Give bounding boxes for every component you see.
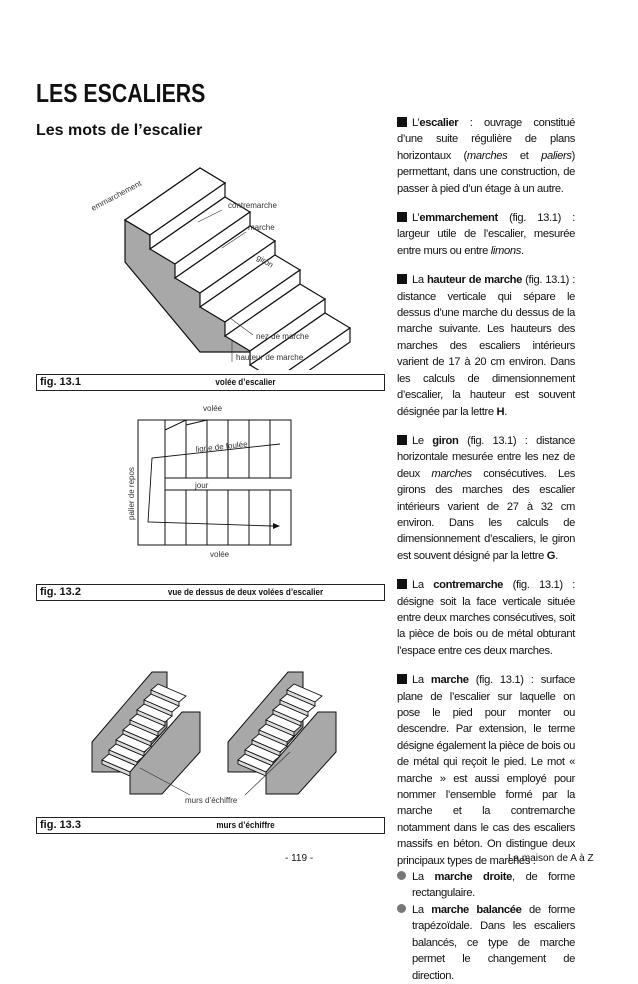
label-volee-top: volée [203,404,223,413]
definition-text: (fig. 13.1) : distance verticale qui sépare le dessus d’une marche du dessus de la marche suivante. Les hauteurs des marches des escaliers intérieurs varient de 17 à 20 cm environ. Dans les calculs de dimensionnement d’escalier, la hauteur est souvent désignée par la lettre [397,274,575,418]
definition-text: La [412,903,432,916]
definition-text: marches [431,467,472,480]
definition-text: . [520,244,524,257]
tread-top [165,420,186,478]
definition-text: paliers [541,149,572,162]
page-subtitle: Les mots de l’escalier [36,122,203,139]
figure-13-3-stringer-walls [36,665,386,815]
term: hauteur de marche [426,274,522,287]
square-bullet-icon [397,117,407,127]
tread-bottom [228,490,249,545]
term: emmarchement [419,212,498,225]
figure-13-3-caption: murs d’échiffre [216,820,275,831]
term: marche [430,674,469,687]
square-bullet-icon [397,435,407,445]
definition-text: marches [466,149,508,162]
figure-13-3-caption-box [36,817,385,834]
tread-bottom [249,490,270,545]
label-hauteur-de-marche: hauteur de marche [236,353,304,362]
tread-bottom [165,490,186,545]
figure-13-2-caption: vue de dessus de deux volées d’escalier [167,587,324,598]
term: marche balancée [431,903,522,916]
page-title: LES ESCALIERS [36,78,206,108]
tread-top [270,420,291,478]
tread-top [249,420,270,478]
definition-text: (fig. 13.1) : surface plane de l’escalier sur laquelle on pose le pied pour monter ou descendre. Par extension, le terme désigne également la pièce de bois ou de métal qui reçoit le pied. Le mot « marche » est aussi employé pour nommer l’ensemble formé par la marche et la contremarche notamment dans le cas des escaliers massifs en béton. On distingue deux principaux types de marches : [397,674,575,867]
label-jour: jour [195,481,209,490]
square-bullet-icon [397,674,407,684]
term: G [546,549,556,562]
definition-text: : ouvrage constitué d’une suite régulière de plans horizontaux ( [397,117,575,162]
definition-text: limons [490,244,521,257]
definition-entry [397,115,575,197]
definition-text: , de forme rectangulaire. [412,871,575,900]
definition-text: de forme trapézoïdale. Dans les escaliers balancés, ce type de marche permet le changement de direction. [412,903,576,982]
page-number: - 119 - [285,853,314,864]
marche-type-item [397,869,575,902]
figure-13-1-label: fig. 13.1 [40,376,81,388]
term: escalier [419,117,459,129]
label-ligne-de-foulee: ligne de foulée [195,439,248,454]
definition-text: consécutives. Les girons des marches des escalier intérieurs varient de 27 à 32 cm environ. Dans les calculs de dimensionnement d’escaliers, le giron est souvent désigné par la lettre [397,467,575,562]
definition-text: (fig. 13.1) : désigne soit la face verticale située entre deux marches consécutives, soit la pièce de bois ou de métal obturant l’espace entre ces deux marches. [397,579,575,657]
definition-text: La [412,274,427,287]
round-bullet-icon [397,871,406,880]
label-contremarche: contremarche [228,201,277,210]
definition-text: . [504,405,508,418]
round-bullet-icon [397,904,406,913]
definition-entry [397,272,575,420]
definition-text: L’ [412,212,420,225]
book-title: La maison de A à Z [508,853,594,864]
figure-13-3-label: fig. 13.3 [40,819,81,831]
definition-entry [397,672,575,869]
marche-type-item [397,902,575,984]
definition-text: (fig. 13.1) : distance horizontale mesurée entre les nez de deux [397,434,575,480]
label-palier-de-repos: palier de repos [127,467,136,520]
tread-bottom [207,490,228,545]
definition-text: Le [412,434,433,447]
figure-13-2-caption-box [36,584,385,601]
definition-text: La [412,674,431,687]
label-giron: giron [255,252,275,270]
figure-13-1-stair-flight [36,140,386,370]
figure-13-1-caption-box [36,374,385,391]
label-emmarchement: emmarchement [89,178,144,213]
term: contremarche [433,579,504,592]
term: giron [432,434,459,447]
definition-text: (fig. 13.1) : largeur utile de l’escalier, mesurée entre murs ou entre [397,212,575,257]
label-murs-dechiffre: murs d’échiffre [185,796,238,805]
figure-13-1-caption: volée d’escalier [215,377,276,388]
definition-entry [397,433,575,564]
definition-text: La [412,871,435,884]
label-marche: marche [248,223,275,232]
definition-entry [397,210,575,259]
definition-text: ) permettant, dans une construction, de passer à pied d’un étage à un autre. [397,149,576,195]
definition-text: et [507,149,542,162]
definition-text: La [412,579,434,592]
square-bullet-icon [397,212,407,222]
term: H [496,405,505,418]
figure-13-2-top-view [36,395,386,580]
definition-text: . [555,549,558,562]
label-volee-bottom: volée [210,550,230,559]
tread-bottom [270,490,291,545]
definition-text: L’ [412,117,420,129]
square-bullet-icon [397,579,407,589]
square-bullet-icon [397,274,407,284]
definition-entry [397,577,575,659]
term: marche droite [434,871,513,884]
figure-13-2-label: fig. 13.2 [40,586,81,598]
tread-bottom [186,490,207,545]
label-nez-de-marche: nez de marche [256,332,309,341]
